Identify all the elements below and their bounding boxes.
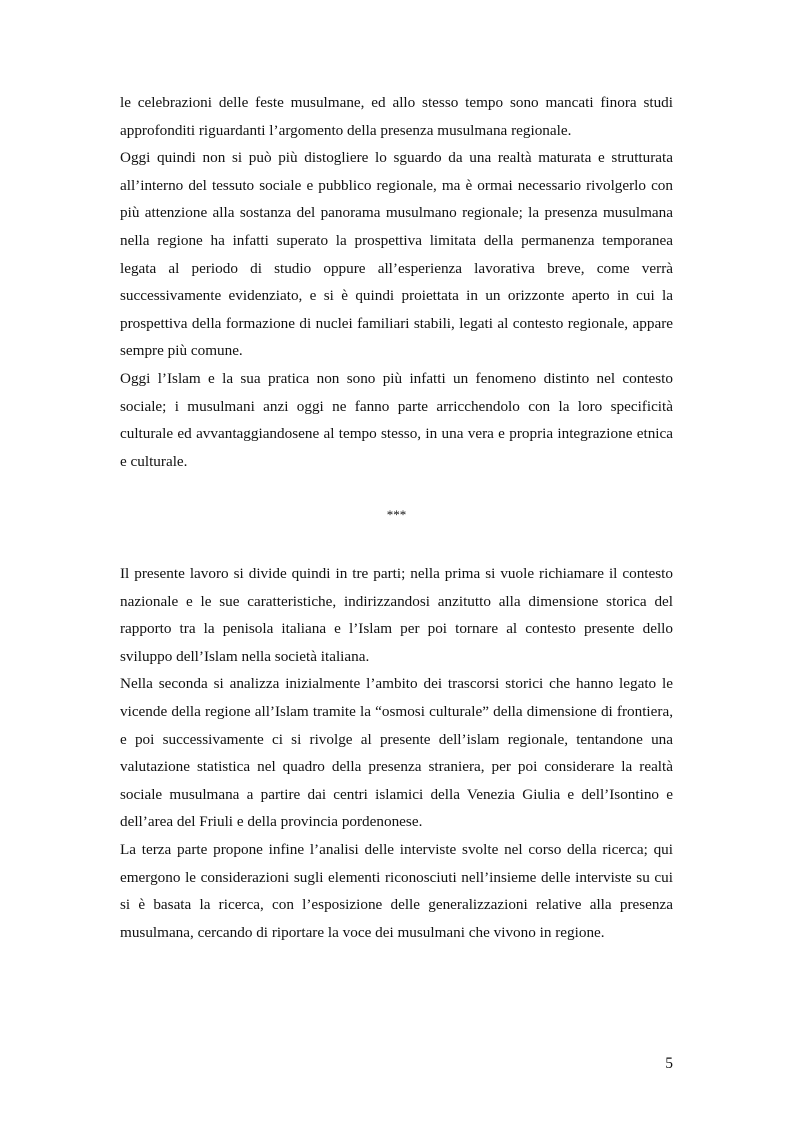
page-number: 5 bbox=[665, 1055, 673, 1072]
text-block-structure bbox=[120, 560, 673, 946]
paragraph: le celebrazioni delle feste musulmane, ed allo stesso tempo sono mancati finora studi approfonditi riguardanti l’argomento della presenza musulmana regionale. bbox=[120, 94, 673, 139]
paragraph: La terza parte propone infine l’analisi delle interviste svolte nel corso della ricerca; qui emergono le considerazioni sugli elementi riconosciuti nell’insieme delle interviste su cui si è basata la ricerca, con l’esposizione delle generalizzazioni relative alla presenza musulmana, cercando di riportare la voce dei musulmani che vivono in regione. bbox=[120, 840, 673, 941]
paragraph: Oggi l’Islam e la sua pratica non sono più infatti un fenomeno distinto nel contesto sociale; i musulmani anzi oggi ne fanno parte arricchendolo con la loro specificità culturale ed avvantaggiandosene al tempo stesso, in una vera e propria integrazione etnica e culturale. bbox=[120, 369, 673, 470]
text-block-intro bbox=[120, 89, 673, 475]
paragraph: Nella seconda si analizza inizialmente l’ambito dei trascorsi storici che hanno legato le vicende della regione all’Islam tramite la “osmosi culturale” della dimensione di frontiera, e poi successivamente ci si rivolge al presente dell’islam regionale, tentandone una valutazione statistica nel quadro della presenza straniera, per poi considerare la realtà sociale musulmana a partire dai centri islamici della Venezia Giulia e dell’Isontino e dell’area del Friuli e della provincia pordenonese. bbox=[120, 675, 673, 831]
paragraph: Oggi quindi non si può più distogliere lo sguardo da una realtà maturata e strutturata all’interno del tessuto sociale e pubblico regionale, ma è ormai necessario rivolgerlo con più attenzione alla sostanza del panorama musulmano regionale; la presenza musulmana nella regione ha infatti superato la prospettiva limitata della permanenza temporanea legata al periodo di studio oppure all’esperienza lavorativa breve, come verrà successivamente evidenziato, e si è quindi proiettata in un orizzonte aperto in cui la prospettiva della formazione di nuclei familiari stabili, legati al contesto regionale, appare sempre più comune. bbox=[120, 149, 673, 360]
paragraph: Il presente lavoro si divide quindi in tre parti; nella prima si vuole richiamare il contesto nazionale e le sue caratteristiche, indirizzandosi anzitutto alla dimensione storica del rapporto tra la penisola italiana e l’Islam per poi tornare al contesto presente dello sviluppo dell’Islam nella società italiana. bbox=[120, 565, 673, 665]
section-separator: *** bbox=[386, 507, 407, 522]
